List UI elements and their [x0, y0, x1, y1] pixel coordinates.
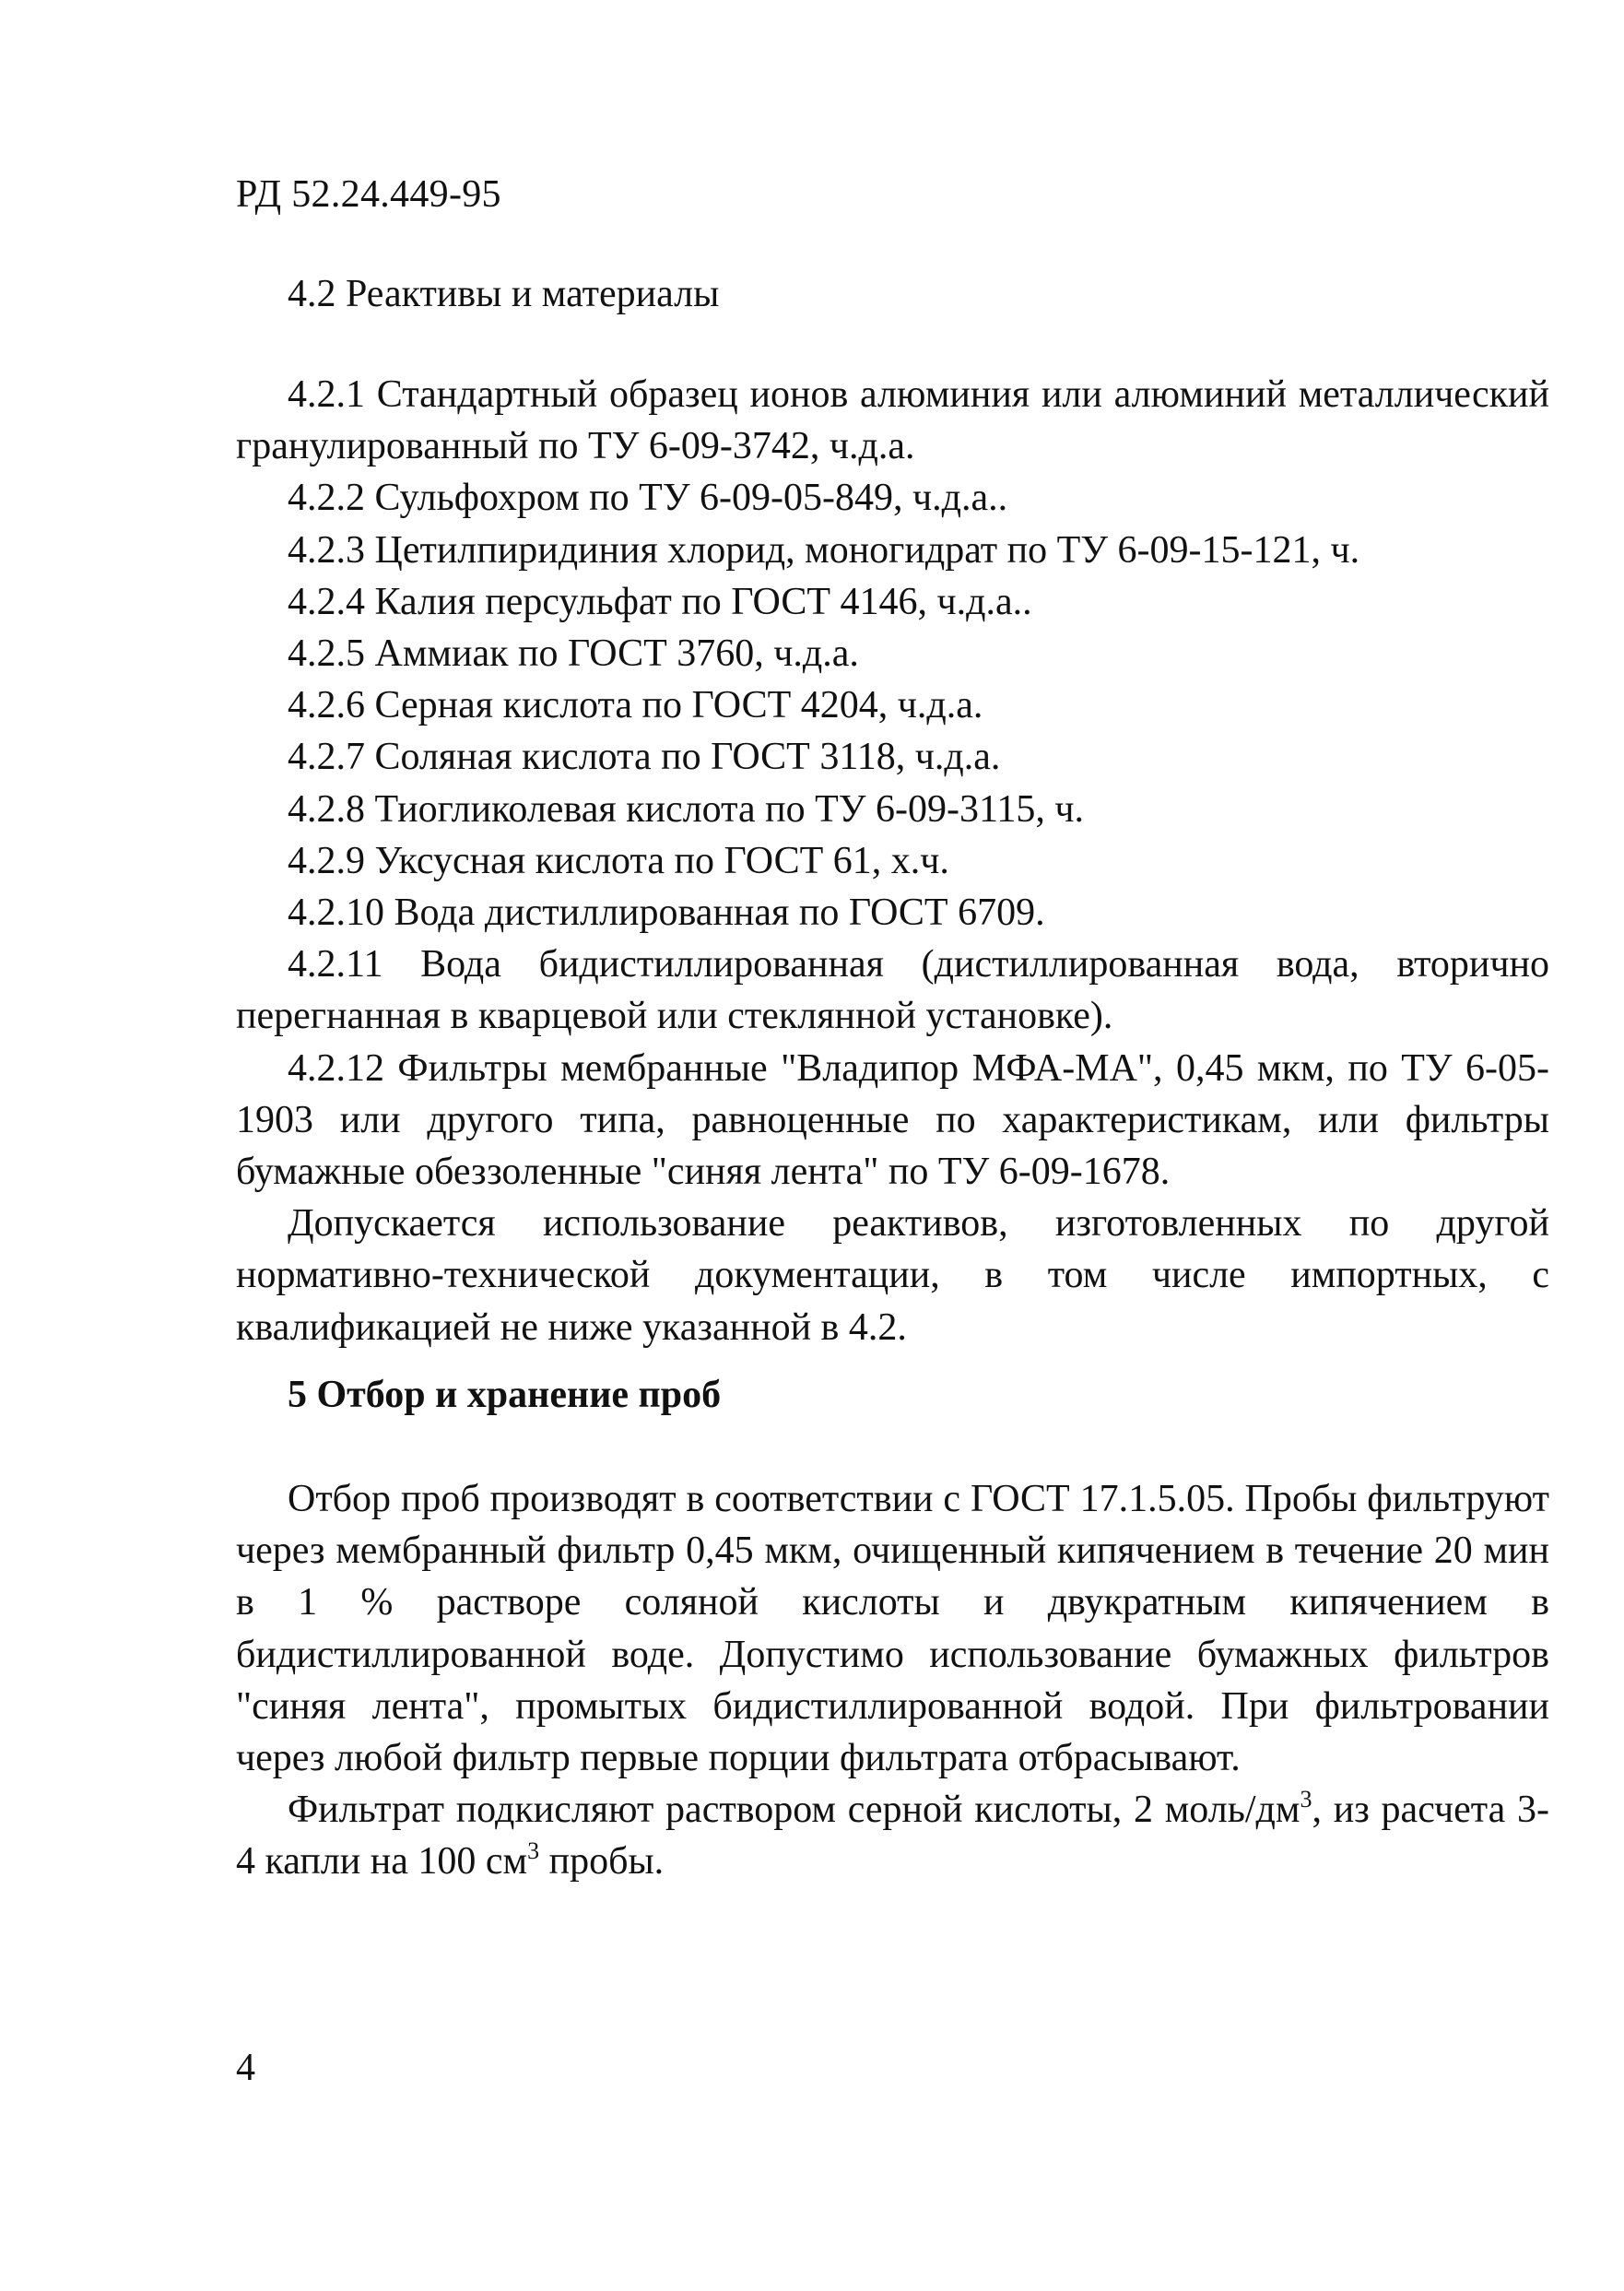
list-item: 4.2.4 Калия персульфат по ГОСТ 4146, ч.д.а..	[288, 580, 1032, 623]
document-code: РД 52.24.449-95	[236, 173, 501, 216]
reagents-list	[236, 369, 1549, 1353]
list-item: 4.2.8 Тиогликолевая кислота по ТУ 6-09-3115, ч.	[288, 787, 1085, 831]
list-item: 4.2.5 Аммиак по ГОСТ 3760, ч.д.а.	[288, 632, 859, 676]
sampling-text	[236, 1473, 1549, 1888]
section-5-title: 5 Отбор и хранение проб	[288, 1374, 722, 1416]
superscript-cubed: 3	[1300, 1786, 1312, 1813]
list-item: 4.2.2 Сульфохром по ТУ 6-09-05-849, ч.д.а..	[288, 477, 1008, 520]
sampling-paragraph-1: Отбор проб производят в соответствии с ГОСТ 17.1.5.05. Пробы фильтруют через мембранный фильтр 0,45 мкм, очищенный кипячением в течение 20 мин в 1 % растворе соляной кислоты и двукратным кипячением в бидистиллированной воде. Допустимо использование бумажных фильтров "синяя лента", промытых бидистиллированной водой. При фильтровании через любой фильтр первые порции фильтрата отбрасывают.	[236, 1478, 1549, 1780]
list-item: 4.2.3 Цетилпиридиния хлорид, моногидрат по ТУ 6-09-15-121, ч.	[288, 528, 1360, 572]
note-paragraph: Допускается использование реактивов, изготовленных по другой нормативно-технической документации, в том числе импортных, с квалификацией не ниже указанной в 4.2.	[236, 1202, 1549, 1349]
list-item: 4.2.7 Соляная кислота по ГОСТ 3118, ч.д.а.	[288, 736, 1001, 779]
superscript-cubed: 3	[527, 1837, 540, 1865]
section-4-2-title: 4.2 Реактивы и материалы	[288, 273, 720, 315]
list-item: 4.2.6 Серная кислота по ГОСТ 4204, ч.д.а.	[288, 684, 983, 727]
list-item: 4.2.12 Фильтры мембранные "Владипор МФА-МА", 0,45 мкм, по ТУ 6-05-1903 или другого типа, равноценные по характеристикам, или фильтры бумажные обеззоленные "синяя лента" по ТУ 6-09-1678.	[236, 1046, 1549, 1194]
paragraph-2-part-2: , из расчета 3-4 капли на 100 см	[236, 1789, 1549, 1884]
page-number: 4	[236, 2047, 255, 2089]
list-item: 4.2.11 Вода бидистиллированная (дистиллированная вода, вторично перегнанная в кварцевой или стеклянной установке).	[236, 943, 1549, 1038]
paragraph-2-part-3: пробы.	[539, 1840, 665, 1884]
list-item: 4.2.9 Уксусная кислота по ГОСТ 61, х.ч.	[288, 839, 949, 882]
paragraph-2-part-1: Фильтрат подкисляют раствором серной кислоты, 2 моль/дм	[288, 1789, 1300, 1832]
sampling-paragraph-2	[236, 1784, 1549, 1887]
list-item: 4.2.10 Вода дистиллированная по ГОСТ 6709.	[288, 892, 1045, 935]
list-item: 4.2.1 Стандартный образец ионов алюминия или алюминий металлический гранулированный по ТУ 6-09-3742, ч.д.а.	[236, 373, 1549, 468]
